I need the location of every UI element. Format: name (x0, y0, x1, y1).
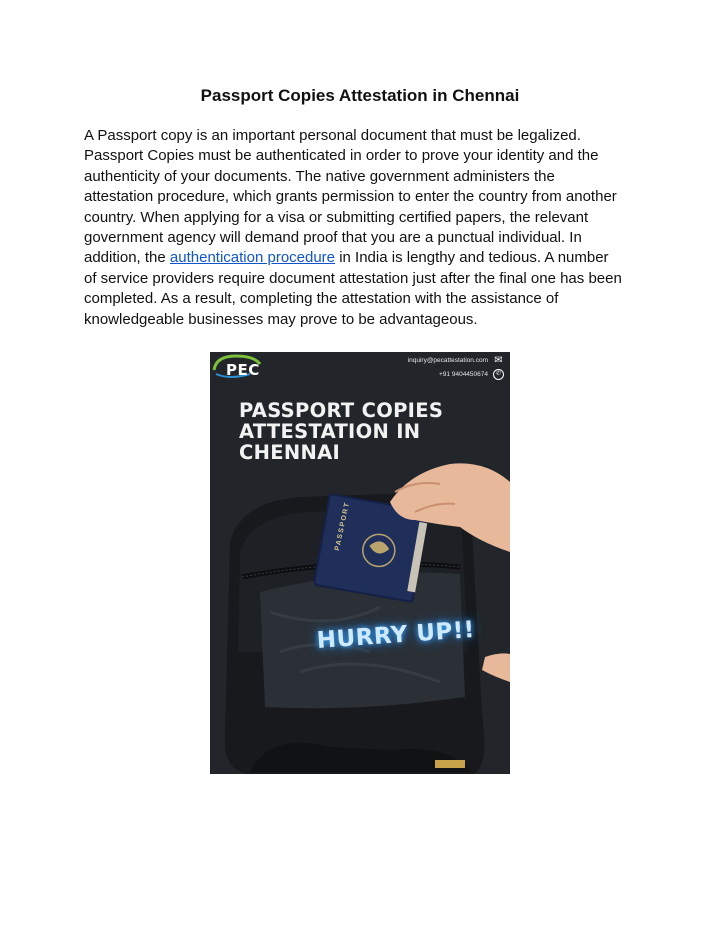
paragraph-line: knowledgeable businesses may prove to be advantageous. (84, 310, 478, 328)
paragraph-text: addition, the (84, 249, 170, 267)
paragraph-line: of service providers require document attestation just after the final one has been (84, 269, 622, 287)
paragraph-text: in India is lengthy and tedious. A number (335, 249, 609, 267)
poster-image (210, 352, 510, 774)
document-title: Passport Copies Attestation in Chennai (200, 86, 520, 105)
poster-headline (239, 400, 443, 463)
headline-line: PASSPORT COPIES (239, 399, 444, 422)
contact-phone: +91 9404450674 (439, 371, 488, 378)
envelope-icon: ✉ (494, 355, 503, 366)
headline-line: ATTESTATION IN (239, 420, 421, 443)
headline-line: CHENNAI (239, 441, 341, 464)
document-paragraph (84, 126, 644, 330)
paragraph-line: completed. As a result, completing the attestation with the assistance of (84, 290, 559, 308)
paragraph-line-with-link (84, 248, 644, 268)
passport-cover-text: PASSPORT (334, 501, 352, 552)
paragraph-line: country. When applying for a visa or submitting certified papers, the relevant (84, 208, 589, 226)
authentication-procedure-link[interactable]: authentication procedure (169, 249, 336, 267)
paragraph-line: authenticity of your documents. The native government administers the (84, 167, 555, 185)
hurry-up-neon-text: HURRY UP!! (316, 616, 476, 654)
paragraph-line: A Passport copy is an important personal document that must be legalized. (84, 127, 581, 144)
paragraph-line: government agency will demand proof that you are a punctual individual. In (84, 229, 582, 247)
phone-icon: ✆ (493, 369, 504, 380)
paragraph-line: Passport Copies must be authenticated in order to prove your identity and the (84, 147, 599, 165)
logo-text: PEC (226, 361, 260, 379)
paragraph-line: attestation procedure, which grants permission to enter the country from another (84, 188, 617, 206)
contact-email: inquiry@pecattestation.com (407, 357, 488, 364)
